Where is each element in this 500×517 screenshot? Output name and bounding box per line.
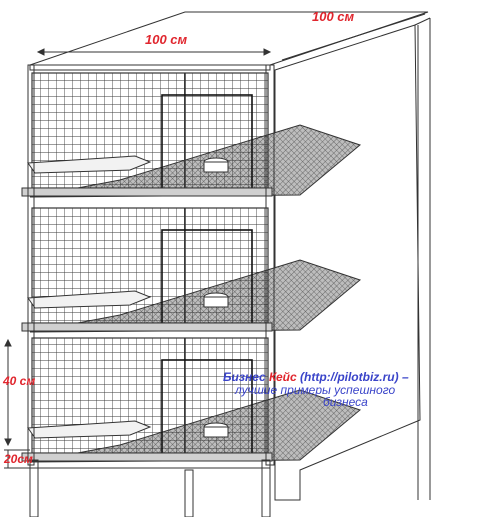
cage-tier-2	[22, 208, 360, 332]
watermark-line2: лучшие примеры успешного	[235, 382, 396, 397]
water-bowl-side	[204, 162, 228, 172]
watermark-brand-2: Кейс	[269, 370, 297, 384]
top-dimension-lines	[38, 14, 425, 60]
watermark-dash: –	[401, 370, 409, 384]
leg-height-label: 20см	[4, 452, 33, 466]
watermark-line3: бизнеса	[323, 395, 368, 410]
watermark-brand-1: Бизнес	[223, 370, 266, 384]
tier-height-label: 40 см	[3, 374, 36, 388]
shelf-plank	[22, 188, 272, 196]
legs	[30, 460, 270, 517]
watermark-url: (http://pilotbiz.ru)	[300, 370, 399, 384]
shelf-plank	[22, 453, 272, 461]
watermark-line1	[223, 371, 409, 384]
top-front-width-label: 100 см	[145, 32, 188, 47]
water-bowl-side	[204, 427, 228, 437]
shelf-plank	[22, 323, 272, 331]
cage-tier-1	[22, 73, 360, 197]
height-dimension-lines	[4, 340, 30, 468]
top-frame	[30, 9, 428, 70]
water-bowl-side	[204, 297, 228, 307]
watermark	[223, 371, 409, 409]
top-depth-label: 100 см	[312, 9, 355, 24]
